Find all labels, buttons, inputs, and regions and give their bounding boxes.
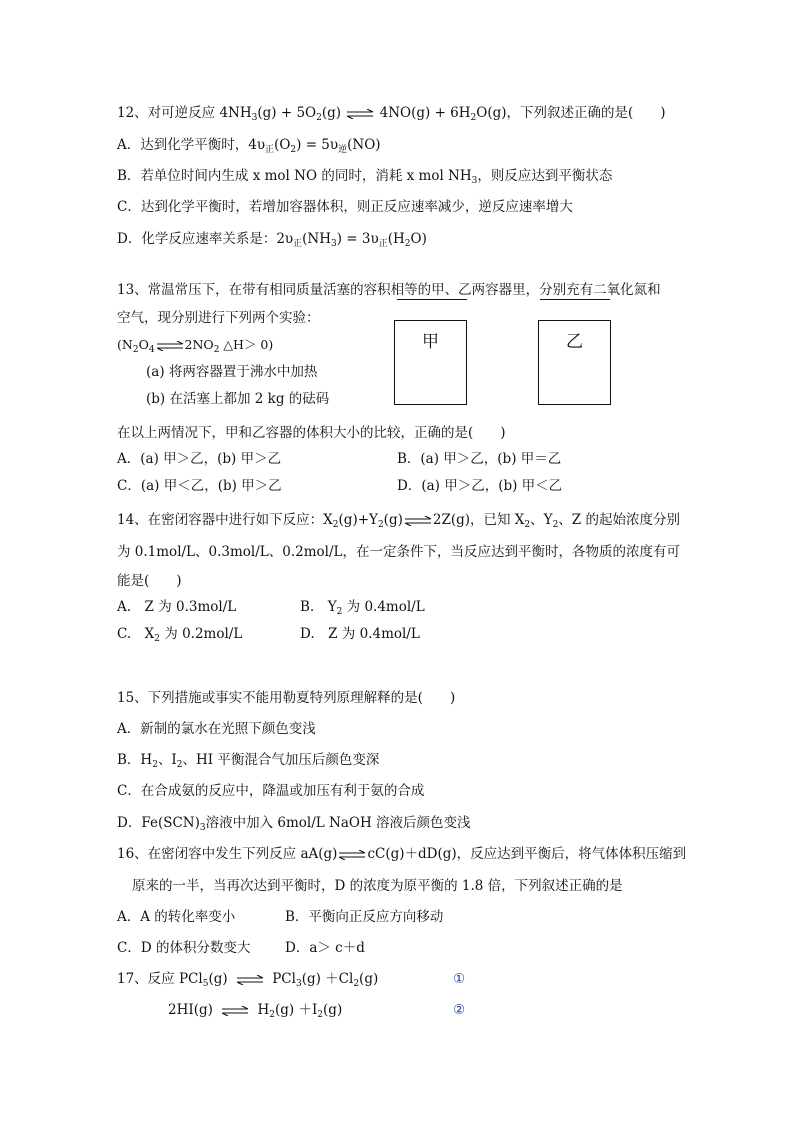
subscript: 正 [293,239,303,249]
option-text: ) = 3υ [336,231,379,247]
q13-experiment-b [146,390,329,408]
subscript: 2 [317,1010,324,1020]
subscript: 2 [332,520,339,530]
option-text: C．(a) 甲＜乙，(b) 甲＞乙 [117,478,282,494]
equilibrium-arrow-icon [233,975,267,985]
q16-option-d[interactable] [285,939,365,957]
option-text: 为 0.4mol/L [342,599,425,615]
q13-question-text: 在以上两情况下，甲和乙容器的体积大小的比较，正确的是( ) [117,425,506,441]
subscript: 2 [404,239,411,249]
q14-option-c[interactable] [117,625,242,648]
underline [397,299,467,300]
option-text: C．达到化学平衡时，若增加容器体积，则正反应速率减少，逆反应速率增大 [117,199,573,215]
subscript: 3 [331,239,337,249]
option-text: 、HI 平衡混合气加压后颜色变深 [182,752,380,768]
q12-option-b[interactable] [117,167,612,190]
subscript: 3 [199,823,206,833]
q17-stem-text: (g) [208,971,228,987]
q15-option-a[interactable] [117,720,316,738]
q12-stem-text-c: (g) [321,105,342,121]
q14-stem-text: 能是( ) [117,573,182,589]
q15-stem-text: 15、下列措施或事实不能用勒夏特列原理解释的是( ) [117,690,456,706]
option-text: B．若单位时间内生成 x mol NO 的同时，消耗 x mol NH [117,168,472,184]
q12-stem-text-d: 4NO(g) + 6H [379,105,471,121]
q14-stem-text: (g)+Y [338,512,378,528]
option-text: D．Fe(SCN) [117,815,200,831]
option-text: B．平衡向正反应方向移动 [285,909,444,925]
subscript: 5 [202,979,209,989]
option-text: 为 0.2mol/L [160,626,243,642]
q14-stem-line3 [117,572,182,590]
subscript: 2 [524,520,531,530]
q17-reaction-2 [168,1001,342,1024]
q17-stem-text: H [257,1002,270,1018]
subscript: 2 [132,345,139,355]
option-text: C．D 的体积分数变大 [117,940,251,956]
q15-stem [117,689,455,707]
q14-option-a[interactable] [117,598,236,616]
option-text: A．(a) 甲＞乙，(b) 甲＞乙 [117,451,282,467]
q13-question [117,424,506,442]
q12-stem [117,104,666,127]
q14-option-b[interactable] [300,598,425,621]
q13-stem-text: 13、常温常压下，在带有相同质量活塞的容积相等的甲、乙两容器里，分别充有二氧化氮和 [117,282,661,298]
subscript: 2 [154,634,160,644]
subscript: 正 [378,239,388,249]
container-label: 甲 [422,332,439,352]
option-text: A. Z 为 0.3mol/L [117,599,237,615]
q12-option-a[interactable] [117,136,381,159]
subscript: 2 [470,113,477,123]
option-text: O) [410,231,427,247]
option-text: (H [387,231,405,247]
subscript: 2 [290,145,297,155]
q16-stem-text: 16、在密闭容中发生下列反应 aA(g) [117,846,338,862]
q14-stem-text: 、Y [530,512,553,528]
q13-stem-line1 [117,281,661,299]
q14-stem-text: 14、在密闭容器中进行如下反应：X [117,512,333,528]
option-text: D．(a) 甲＞乙，(b) 甲＜乙 [397,478,563,494]
equilibrium-arrow-icon [346,109,374,119]
q16-stem-text: 原来的一半，当再次达到平衡时，D 的浓度为原平衡的 1.8 倍，下列叙述正确的是 [132,878,623,894]
q13-reaction [117,336,273,359]
option-text: (O [274,137,291,153]
subscript: 2 [353,979,360,989]
q14-stem-line2 [117,543,680,561]
q14-option-d[interactable] [300,625,420,643]
equilibrium-arrow-icon [404,516,432,526]
q13-stem-line2 [117,309,320,327]
subscript: 2 [552,520,559,530]
option-text: C．在合成氨的反应中，降温或加压有利于氨的合成 [117,783,425,799]
q16-option-b[interactable] [285,908,443,926]
q17-reaction-1 [117,970,378,993]
q16-stem-line1 [117,845,686,863]
q14-stem-text: 2Z(g)，已知 X [432,512,525,528]
reaction-text: △H＞ 0) [219,337,274,352]
option-text: (NO) [347,137,381,153]
q17-stem-text: (g) [359,971,379,987]
experiment-text: (b) 在活塞上都加 2 kg 的砝码 [146,391,330,407]
subscript: 逆 [338,145,348,155]
subscript: 2 [336,607,343,617]
q13-option-d[interactable] [397,477,562,495]
equilibrium-arrow-icon [218,1006,252,1016]
option-text: D．a＞ c＋d [285,940,365,956]
subscript: 2 [152,760,158,770]
option-text: (NH [302,231,331,247]
container-jia-box [394,320,467,405]
q16-stem-text: cC(g)＋dD(g)，反应达到平衡后，将气体体积压缩到 [367,846,687,862]
subscript: 2 [213,345,220,355]
subscript: 正 [265,145,275,155]
underline [540,299,610,300]
q12-stem-text-e: O(g)，下列叙述正确的是( ) [476,105,666,121]
q13-experiment-a [146,363,317,381]
subscript: 4 [148,345,155,355]
q16-option-a[interactable] [117,908,235,926]
q13-option-a[interactable] [117,450,281,468]
q17-stem-text: 2HI(g) [168,1002,213,1018]
q16-stem-line2 [132,877,623,895]
option-text: A．新制的氯水在光照下颜色变浅 [117,721,316,737]
option-text: D．化学反应速率关系是：2υ [117,231,294,247]
q14-stem-text: 、Z 的起始浓度分别 [558,512,680,528]
q15-option-c[interactable] [117,782,424,800]
q14-stem-text: (g) [383,512,403,528]
option-text: B. Y [300,599,337,615]
reaction-text: (N [117,337,133,352]
reaction-text: O [138,337,149,352]
subscript: 2 [269,1010,275,1020]
option-text: 溶液中加入 6mol/L NaOH 溶液后颜色变浅 [205,815,471,831]
q13-option-c[interactable] [117,477,282,495]
container-label: 乙 [566,332,583,352]
option-text: B．(a) 甲＞乙，(b) 甲＝乙 [397,451,562,467]
q12-stem-text-a: 12、对可逆反应 4NH [117,105,252,121]
option-text: ) = 5υ [296,137,339,153]
equilibrium-arrow-icon [156,341,184,351]
subscript: 2 [176,760,183,770]
q13-option-b[interactable] [397,450,561,468]
q15-option-b[interactable] [117,751,379,774]
subscript: 3 [295,979,302,989]
container-yi-box [538,320,611,405]
q17-stem-text: (g) ＋Cl [301,971,354,987]
q14-stem-text: 为 0.1mol/L、0.3mol/L、0.2mol/L，在一定条件下，当反应达到平衡时，各物质的浓度有可 [117,544,680,560]
q17-stem-text: (g) [323,1002,343,1018]
q13-stem-text: 空气，现分别进行下列两个实验： [117,310,320,326]
q14-stem-line1 [117,511,680,534]
q12-option-d[interactable] [117,230,427,253]
subscript: 2 [316,113,322,123]
subscript: 3 [251,113,258,123]
subscript: 2 [377,520,384,530]
q12-stem-text-b: (g) + 5O [257,105,317,121]
q17-stem-text: (g) ＋I [274,1002,318,1018]
equilibrium-arrow-icon [338,850,366,860]
option-text: ，则反应达到平衡状态 [477,168,613,184]
option-text: 、I [157,752,177,768]
option-text: A．达到化学平衡时，4υ [117,137,266,153]
reaction-text: 2NO [184,337,214,352]
q17-stem-text: 17、反应 PCl [117,971,203,987]
reaction-marker-2: ② [453,1002,466,1018]
option-text: C. X [117,626,155,642]
q17-stem-text: PCl [272,971,296,987]
option-text: A．A 的转化率变小 [117,909,236,925]
subscript: 3 [471,176,478,186]
q16-option-c[interactable] [117,939,250,957]
q12-option-c[interactable] [117,198,573,216]
option-text: B．H [117,752,153,768]
experiment-text: (a) 将两容器置于沸水中加热 [146,364,318,380]
option-text: D. Z 为 0.4mol/L [300,626,420,642]
q15-option-d[interactable] [117,814,471,837]
reaction-marker-1: ① [453,971,466,987]
